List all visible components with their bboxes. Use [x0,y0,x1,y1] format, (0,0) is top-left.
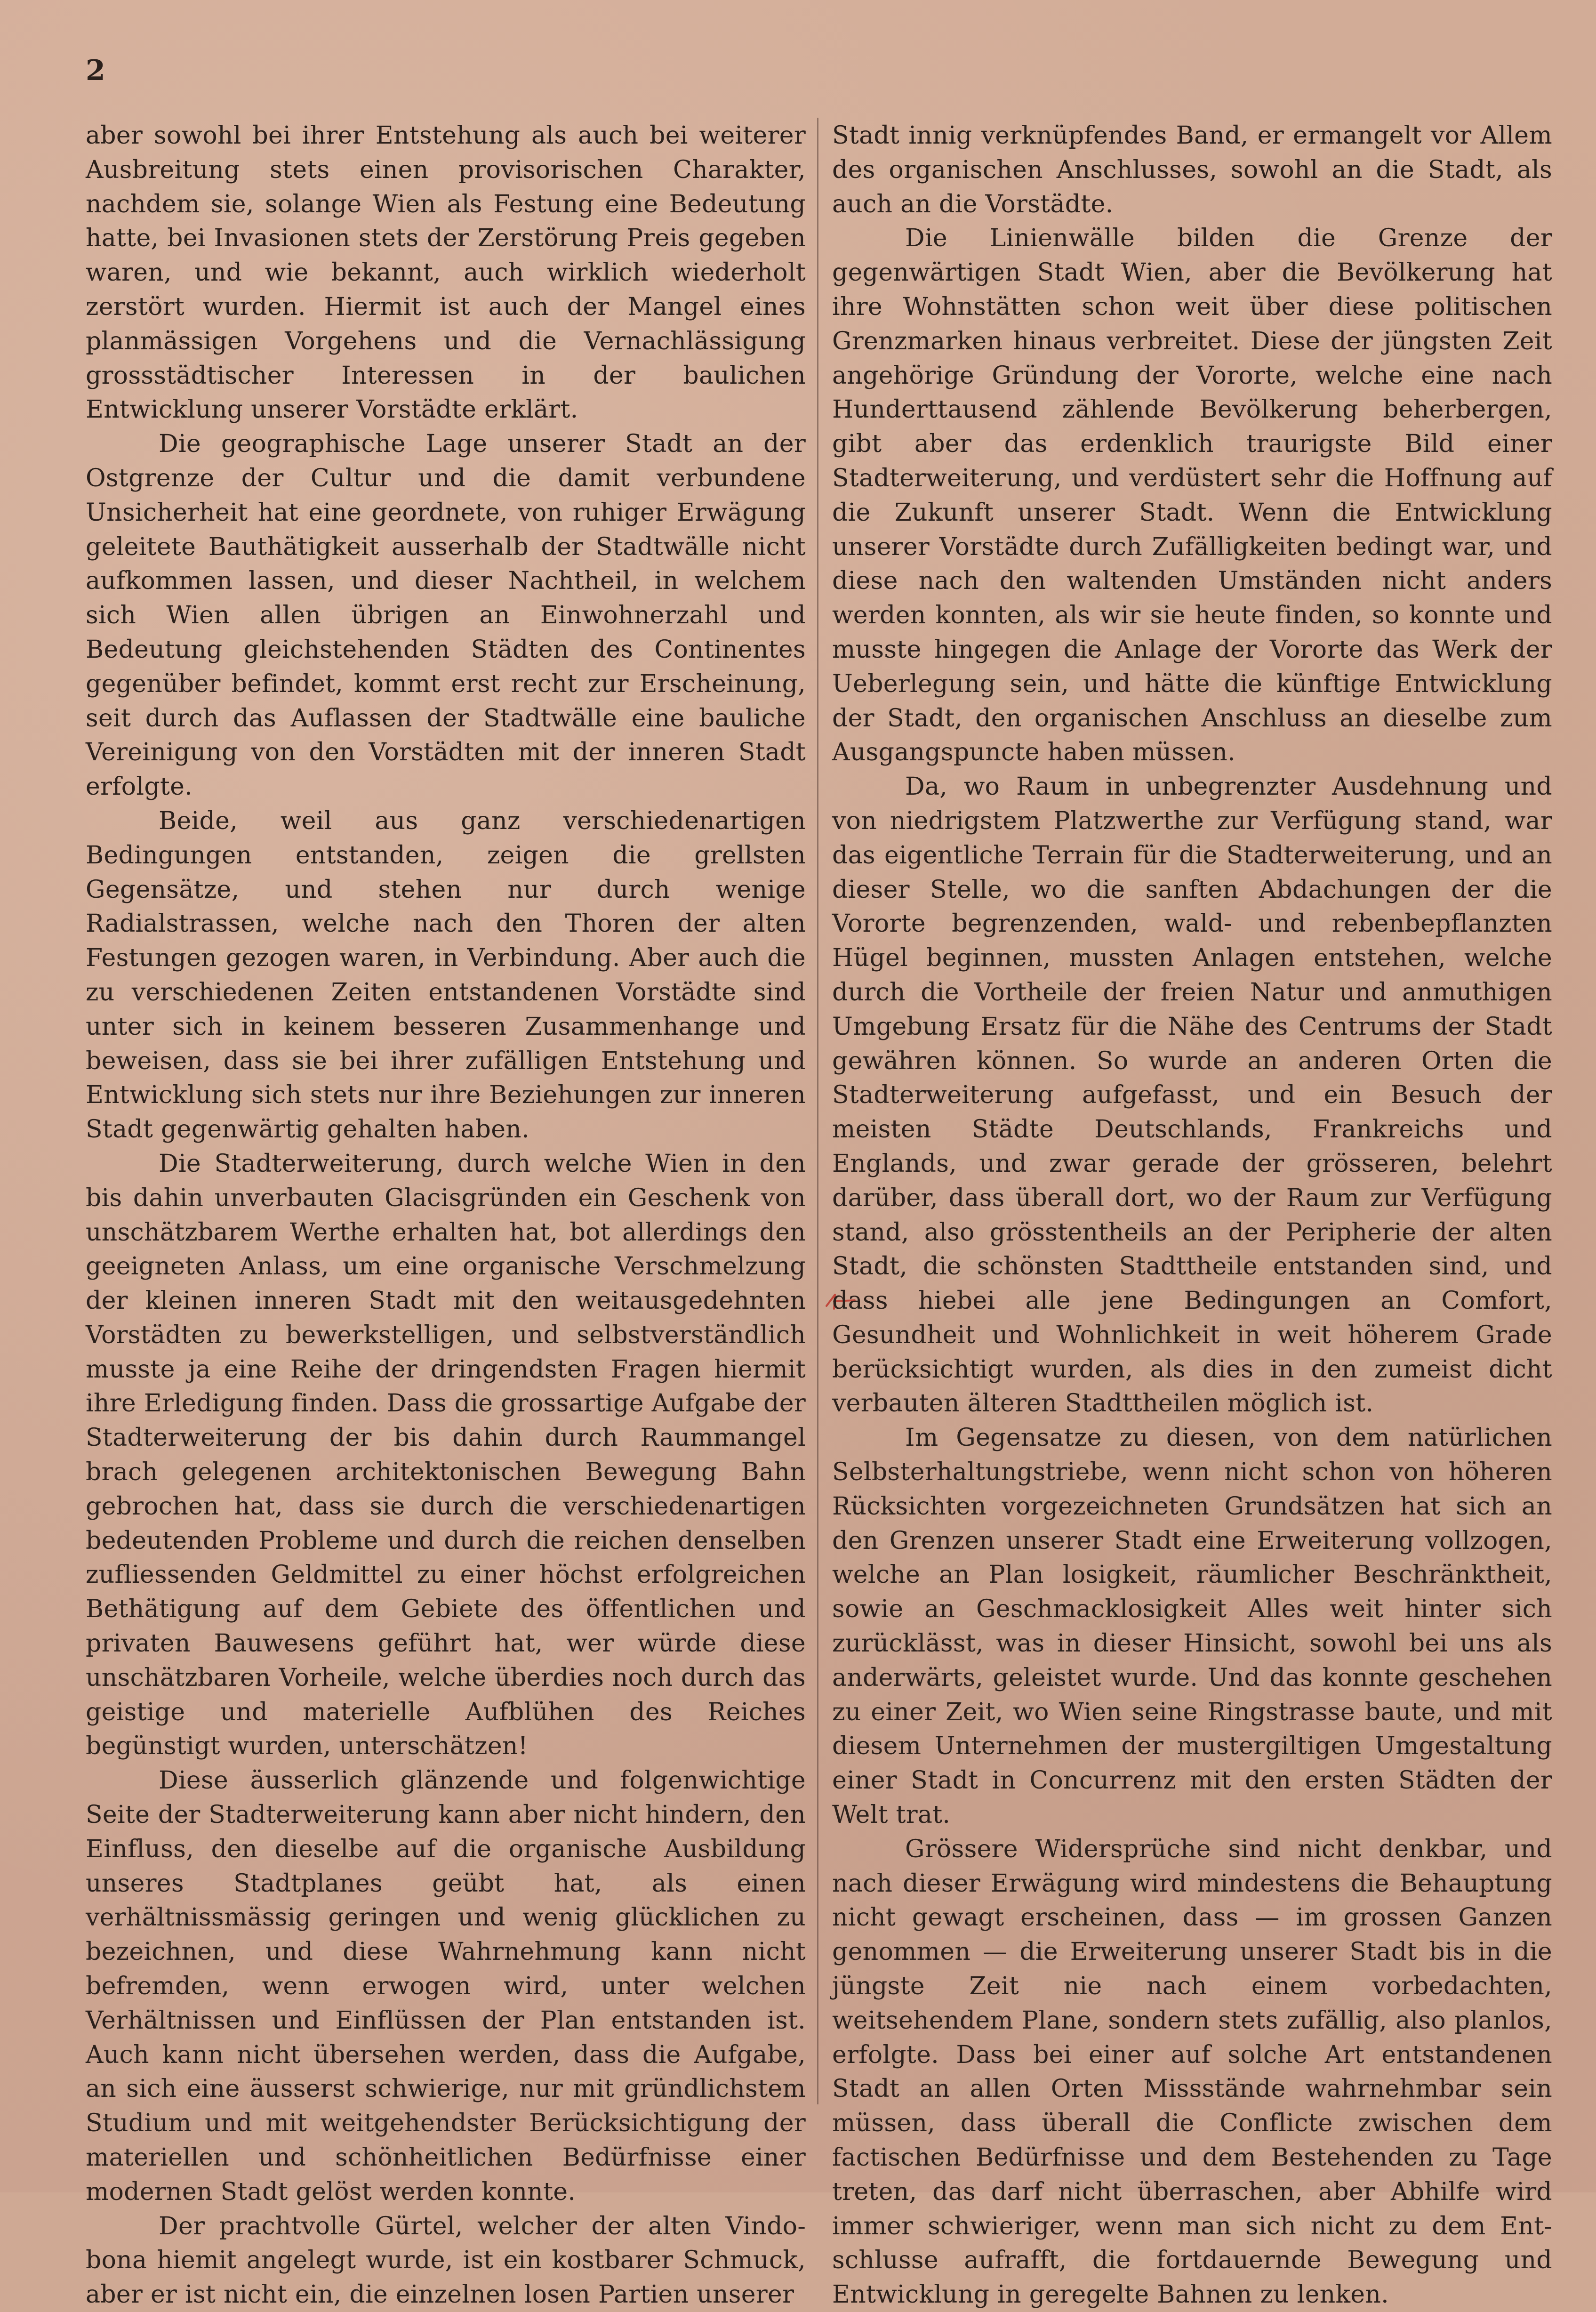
paragraph: aber sowohl bei ihrer Entstehung als auch bei weiterer Ausbreitung stets einen provisorischen Charakter, nachdem sie, solange Wien als Festung eine Bedeutung hatte, bei Invasionen stets der Zerstörung Preis gegeben waren, und wie bekannt, auch wirklich wiederholt zerstört wurden. Hiermit ist auch der Mangel eines planmässigen Vorgehens und die Vernachlässigung grossstädtischer Interessen in der baulichen Entwicklung unserer Vorstädte erklärt. [86,121,806,424]
left-column [86,119,806,2312]
paragraph: Beide, weil aus ganz verschiedenartigen Bedingungen entstanden, zeigen die grellsten Gegensätze, und stehen nur durch wenige Radialstrassen, welche nach den Thoren der alten Festungen gezogen waren, in Verbindung. Aber auch die zu verschiedenen Zeiten entstandenen Vorstädte sind unter sich in keinem besseren Zusammenhange und beweisen, dass sie bei ihrer zufälligen Entstehung und Entwicklung sich stets nur ihre Beziehungen zur inneren Stadt gegenwärtig gehalten haben. [86,806,806,1144]
paragraph: Die geographische Lage unserer Stadt an der Ostgrenze der Cultur und die damit verbundene Unsicherheit hat eine geordnete, von ruhiger Erwägung geleitete Bauthätigkeit ausserhalb der Stadtwälle nicht aufkommen lassen, und dieser Nachtheil, in welchem sich Wien allen übrigen an Einwohnerzahl und Bedeutung gleichstehenden Städten des Continentes gegenüber befindet, kommt erst recht zur Erscheinung, seit durch das Auflassen der Stadtwälle eine bauliche Vereinigung von den Vorstädten mit der inneren Stadt erfolgte. [86,430,806,801]
right-column [832,119,1552,2312]
paragraph: Diese äusserlich glänzende und folgenwichtige Seite der Stadterweiterung kann aber nicht hindern, den Einfluss, den dieselbe auf die organische Ausbildung unseres Stadtplanes geübt hat, als einen verhältnissmässig geringen und wenig glücklichen zu bezeichnen, und diese Wahrnehmung kann nicht befremden, wenn erwogen wird, unter welchen Verhältnissen und Einflüssen der Plan entstanden ist. Auch kann nicht übersehen werden, dass die Aufgabe, an sich eine äusserst schwierige, nur mit gründlichstem Studium und mit weitgehendster Berücksichtigung der materiellen und schönheitlichen Bedürfnisse einer modernen Stadt gelöst werden konnte. [86,1766,806,2206]
paragraph: Stadt innig verknüpfendes Band, er ermangelt vor Allem des organischen Anschlusses, sowohl an die Stadt, als auch an die Vorstädte. [832,121,1552,218]
paragraph: Da, wo Raum in unbegrenzter Ausdehnung und von niedrigstem Platzwerthe zur Verfügung stand, war das eigentliche Terrain für die Stadterweiterung, und an dieser Stelle, wo die sanften Abdachungen der die Vororte begrenzenden, wald- und rebenbepflanzten Hügel beginnen, mussten Anlagen entstehen, welche durch die Vortheile der freien Natur und anmuthigen Umgebung Ersatz für die Nähe des Centrums der Stadt gewähren können. So wurde an anderen Orten die Stadterweiterung aufgefasst, und ein Besuch der meisten Städte Deutschlands, Frankreichs und Englands, und zwar gerade der grösseren, belehrt darüber, dass überall dort, wo der Raum zur Verfügung stand, also grösstentheils an der Peripherie der alten Stadt, die schönsten Stadttheile entstanden sind, und dass hiebei alle jene Bedingungen an Comfort, Gesundheit und Wohnlichkeit in weit höherem Grade berücksichtigt wurden, als dies in den zumeist dicht verbauten älteren Stadttheilen möglich ist. [832,773,1552,1418]
paragraph: Im Gegensatze zu diesen, von dem natürlichen Selbsterhaltungstriebe, wenn nicht schon von höheren Rücksichten vorgezeichneten Grundsätzen hat sich an den Grenzen unserer Stadt eine Erweiterung vollzogen, welche an Plan losigkeit, räumlicher Beschränktheit, sowie an Geschmacklosigkeit Alles weit hinter sich zurücklässt, was in dieser Hinsicht, sowohl bei uns als anderwärts, geleistet wurde. Und das konnte geschehen zu einer Zeit, wo Wien seine Ringstrasse baute, und mit diesem Unternehmen der mustergiltigen Umgestaltung einer Stadt in Concurrenz mit den ersten Städten der Welt trat. [832,1424,1552,1829]
paragraph: Die Stadterweiterung, durch welche Wien in den bis dahin unverbauten Glacisgründen ein Geschenk von unschätzbarem Werthe erhalten hat, bot allerdings den geeigneten Anlass, um eine organische Verschmelzung der kleinen inneren Stadt mit den weitausgedehnten Vorstädten zu bewerkstelligen, und selbstverständlich musste ja eine Reihe der dringendsten Fragen hiermit ihre Erledigung finden. Dass die grossartige Aufgabe der Stadterweiterung der bis dahin durch Raummangel brach gelegenen architektonischen Bewegung Bahn gebrochen hat, dass sie durch die verschiedenartigen bedeutenden Probleme und durch die reichen denselben zufliessenden Geldmittel zu einer höchst erfolgreichen Bethätigung auf dem Gebiete des öffentlichen und privaten Bauwesens geführt hat, wer würde diese unschätzbaren Vorheile, welche überdies noch durch das geistige und materielle Aufblühen des Reiches begünstigt wurden, unterschätzen! [86,1149,806,1761]
paragraph: Grössere Widersprüche sind nicht denkbar, und nach dieser Erwägung wird mindestens die Behauptung nicht gewagt erscheinen, dass — im grossen Ganzen genommen — die Erweiterung unserer Stadt bis in die jüngste Zeit nie nach einem vorbedachten, weitsehendem Plane, sondern stets zufällig, also planlos, erfolgte. Dass bei einer auf solche Art entstandenen Stadt an allen Orten Missstände wahrnehmbar sein müssen, dass überall die Conflicte zwischen dem factischen Bedürfnisse und dem Bestehenden zu Tage treten, das darf nicht überraschen, aber Abhilfe wird immer schwieriger, wenn man sich nicht zu dem Entschlusse aufrafft, die fortdauernde Bewegung und Entwicklung in geregelte Bahnen zu lenken. [832,1835,1552,2309]
column-divider [817,118,818,2104]
page-number: 2 [86,54,105,87]
paragraph: Der prachtvolle Gürtel, welcher der alten Vindobona hiemit angelegt wurde, ist ein kostbarer Schmuck, aber er ist nicht ein, die einzelnen losen Partien unserer [86,2212,806,2309]
paragraph: Die Linienwälle bilden die Grenze der gegenwärtigen Stadt Wien, aber die Bevölkerung hat ihre Wohnstätten schon weit über diese politischen Grenzmarken hinaus verbreitet. Diese der jüngsten Zeit angehörige Gründung der Vororte, welche eine nach Hunderttausend zählende Bevölkerung beherbergen, gibt aber das erdenklich traurigste Bild einer Stadterweiterung, und verdüstert sehr die Hoffnung auf die Zukunft unserer Stadt. Wenn die Entwicklung unserer Vorstädte durch Zufälligkeiten bedingt war, und diese nach den waltenden Umständen nicht anders werden konnten, als wir sie heute finden, so konnte und musste hingegen die Anlage der Vororte das Werk der Ueberlegung sein, und hätte die künftige Entwicklung der Stadt, den organischen Anschluss an dieselbe zum Ausgangspuncte haben müssen. [832,224,1552,767]
